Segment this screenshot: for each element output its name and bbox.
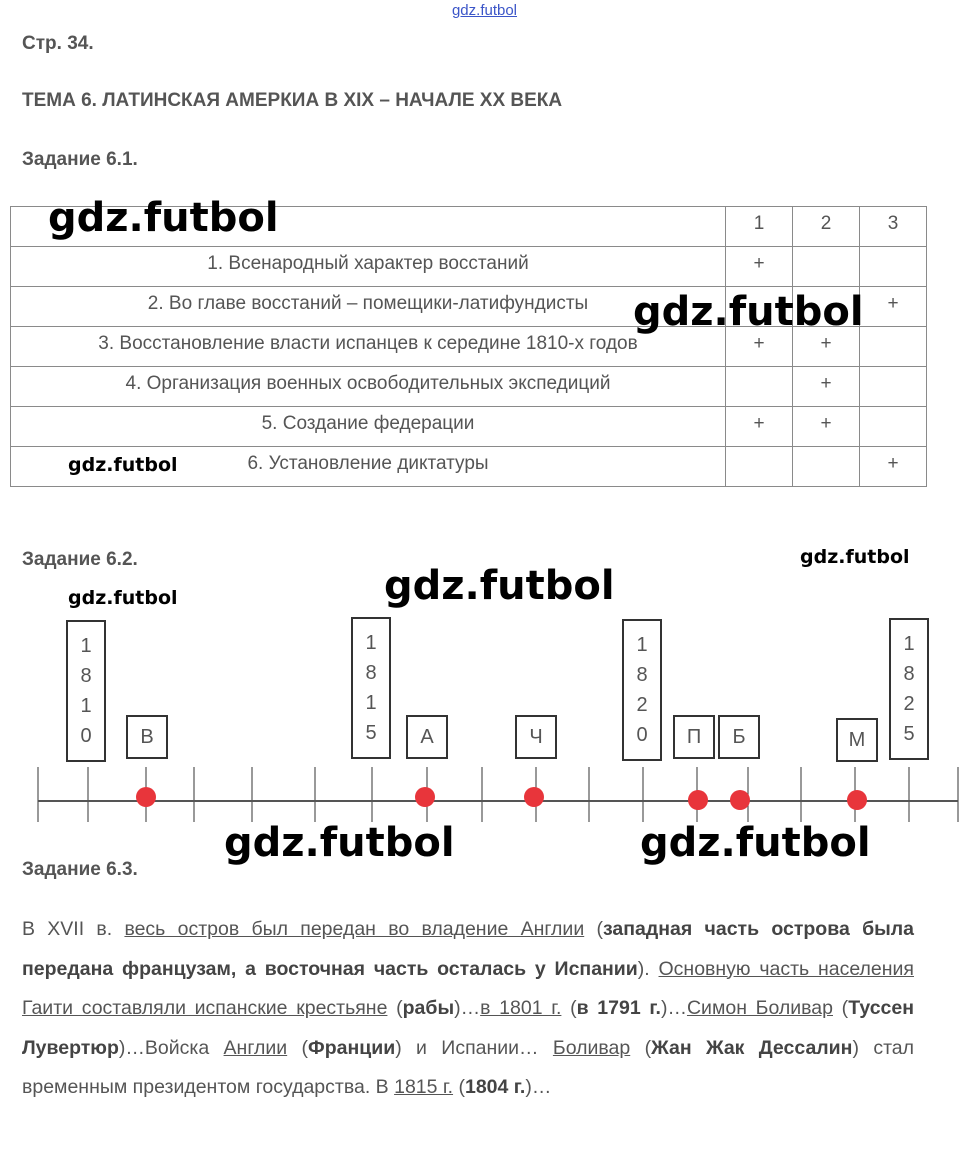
row-mark: + — [860, 447, 927, 487]
row-text: 1. Всенародный характер восстаний — [11, 247, 726, 287]
text-fragment: ( — [584, 918, 603, 940]
text-fragment: ( — [832, 997, 849, 1019]
corrected-answer: Франции — [308, 1036, 396, 1059]
event-dot — [136, 787, 156, 807]
row-mark — [860, 367, 927, 407]
text-fragment: ( — [561, 997, 577, 1019]
year-digit: 1 — [365, 692, 377, 714]
row-mark — [726, 367, 793, 407]
text-fragment: ) и Испании… — [395, 1036, 553, 1059]
underlined-error: Англии — [223, 1036, 288, 1059]
year-digit: 1 — [80, 695, 92, 717]
event-dot — [688, 790, 708, 810]
watermark-text: gdz.futbol — [633, 289, 864, 335]
row-text: 3. Восстановление власти испанцев к середине 1810-х годов — [11, 327, 726, 367]
year-digit: 1 — [80, 635, 92, 657]
corrected-answer: Туссен Лувертюр — [22, 997, 915, 1059]
page-label: Стр. 34. — [22, 33, 94, 54]
task3-paragraph — [22, 910, 914, 1108]
row-mark: + — [793, 407, 860, 447]
event-dot — [730, 790, 750, 810]
table-row — [11, 407, 927, 447]
year-digit: 8 — [903, 663, 915, 685]
underlined-error: Боливар — [552, 1036, 631, 1059]
corrected-answer: Жан Жак Дессалин — [651, 1036, 853, 1059]
corrected-answer: в 1791 г. — [576, 997, 661, 1019]
text-fragment: ( — [287, 1036, 309, 1059]
event-label-box: П — [673, 715, 715, 759]
row-mark — [860, 327, 927, 367]
event-label-box: Ч — [515, 715, 557, 759]
year-digit: 8 — [80, 665, 92, 687]
table-row — [11, 367, 927, 407]
watermark-text: gdz.futbol — [640, 820, 871, 866]
text-fragment: В XVII в. — [22, 918, 125, 940]
watermark-text: gdz.futbol — [48, 195, 279, 241]
year-digit: 2 — [636, 694, 648, 716]
event-label-box: М — [836, 718, 878, 762]
row-text: 6. Установление диктатуры — [11, 447, 726, 487]
table-row — [11, 247, 927, 287]
corrected-answer: рабы — [402, 997, 455, 1019]
corrected-answer: 1804 г. — [464, 1076, 526, 1098]
event-label-box: Б — [718, 715, 760, 759]
text-fragment: ) стал временным президентом государства. В — [22, 1036, 914, 1098]
row-mark: + — [793, 367, 860, 407]
row-mark — [860, 407, 927, 447]
column-header: 2 — [793, 207, 860, 247]
task2-title: Задание 6.2. — [22, 549, 138, 570]
year-box-1820 — [622, 619, 662, 761]
underlined-error: Основную часть населения Гаити составляли испанские крестьяне — [22, 957, 914, 1019]
year-box-1815 — [351, 617, 391, 759]
text-fragment: ( — [387, 997, 403, 1019]
year-digit: 5 — [903, 723, 915, 745]
year-digit: 0 — [80, 725, 92, 747]
column-header: 1 — [726, 207, 793, 247]
watermark-text: gdz.futbol — [224, 820, 455, 866]
row-mark — [860, 247, 927, 287]
task1-title: Задание 6.1. — [22, 149, 138, 170]
text-fragment: ( — [630, 1036, 652, 1059]
year-digit: 8 — [365, 662, 377, 684]
year-box-1825 — [889, 618, 929, 760]
answer-table — [10, 206, 927, 487]
event-label-box: В — [126, 715, 168, 759]
text-fragment: ). — [637, 957, 659, 980]
year-box-1810 — [66, 620, 106, 762]
text-fragment: ( — [453, 1076, 465, 1098]
year-digit: 0 — [636, 724, 648, 746]
row-mark — [793, 247, 860, 287]
underlined-error: 1815 г. — [394, 1076, 454, 1098]
row-mark — [793, 447, 860, 487]
row-text: 2. Во главе восстаний – помещики-латифундисты — [11, 287, 726, 327]
text-fragment: )… — [525, 1076, 552, 1098]
watermark-text: gdz.futbol — [68, 587, 178, 609]
row-mark: + — [726, 247, 793, 287]
watermark-text: gdz.futbol — [384, 563, 615, 609]
watermark-text: gdz.futbol — [800, 546, 910, 568]
underlined-error: Симон Боливар — [686, 997, 833, 1019]
top-watermark-link[interactable]: gdz.futbol — [451, 2, 518, 19]
text-fragment: )…Войска — [118, 1036, 224, 1059]
year-digit: 5 — [365, 722, 377, 744]
text-fragment: )… — [660, 997, 687, 1019]
row-mark — [726, 447, 793, 487]
row-mark: + — [726, 327, 793, 367]
row-text: 4. Организация военных освободительных экспедиций — [11, 367, 726, 407]
row-mark: + — [860, 287, 927, 327]
event-dot — [847, 790, 867, 810]
task3-title: Задание 6.3. — [22, 859, 138, 880]
year-digit: 1 — [636, 634, 648, 656]
watermark-text: gdz.futbol — [68, 454, 178, 476]
event-dot — [524, 787, 544, 807]
year-digit: 2 — [903, 693, 915, 715]
event-label-box: А — [406, 715, 448, 759]
year-digit: 1 — [903, 633, 915, 655]
row-mark: + — [793, 327, 860, 367]
event-dot — [415, 787, 435, 807]
corrected-answer: западная часть острова была передана французам, а восточная часть осталась у Испании — [22, 918, 914, 980]
row-text: 5. Создание федерации — [11, 407, 726, 447]
row-mark: + — [726, 407, 793, 447]
topic-title: ТЕМА 6. ЛАТИНСКАЯ АМЕРКИА В XIX – НАЧАЛЕ XX ВЕКА — [22, 90, 563, 111]
year-digit: 1 — [365, 632, 377, 654]
text-fragment: )… — [454, 997, 481, 1019]
underlined-error: в 1801 г. — [480, 997, 562, 1019]
underlined-error: весь остров был передан во владение Англии — [124, 918, 585, 940]
year-digit: 8 — [636, 664, 648, 686]
column-header: 3 — [860, 207, 927, 247]
